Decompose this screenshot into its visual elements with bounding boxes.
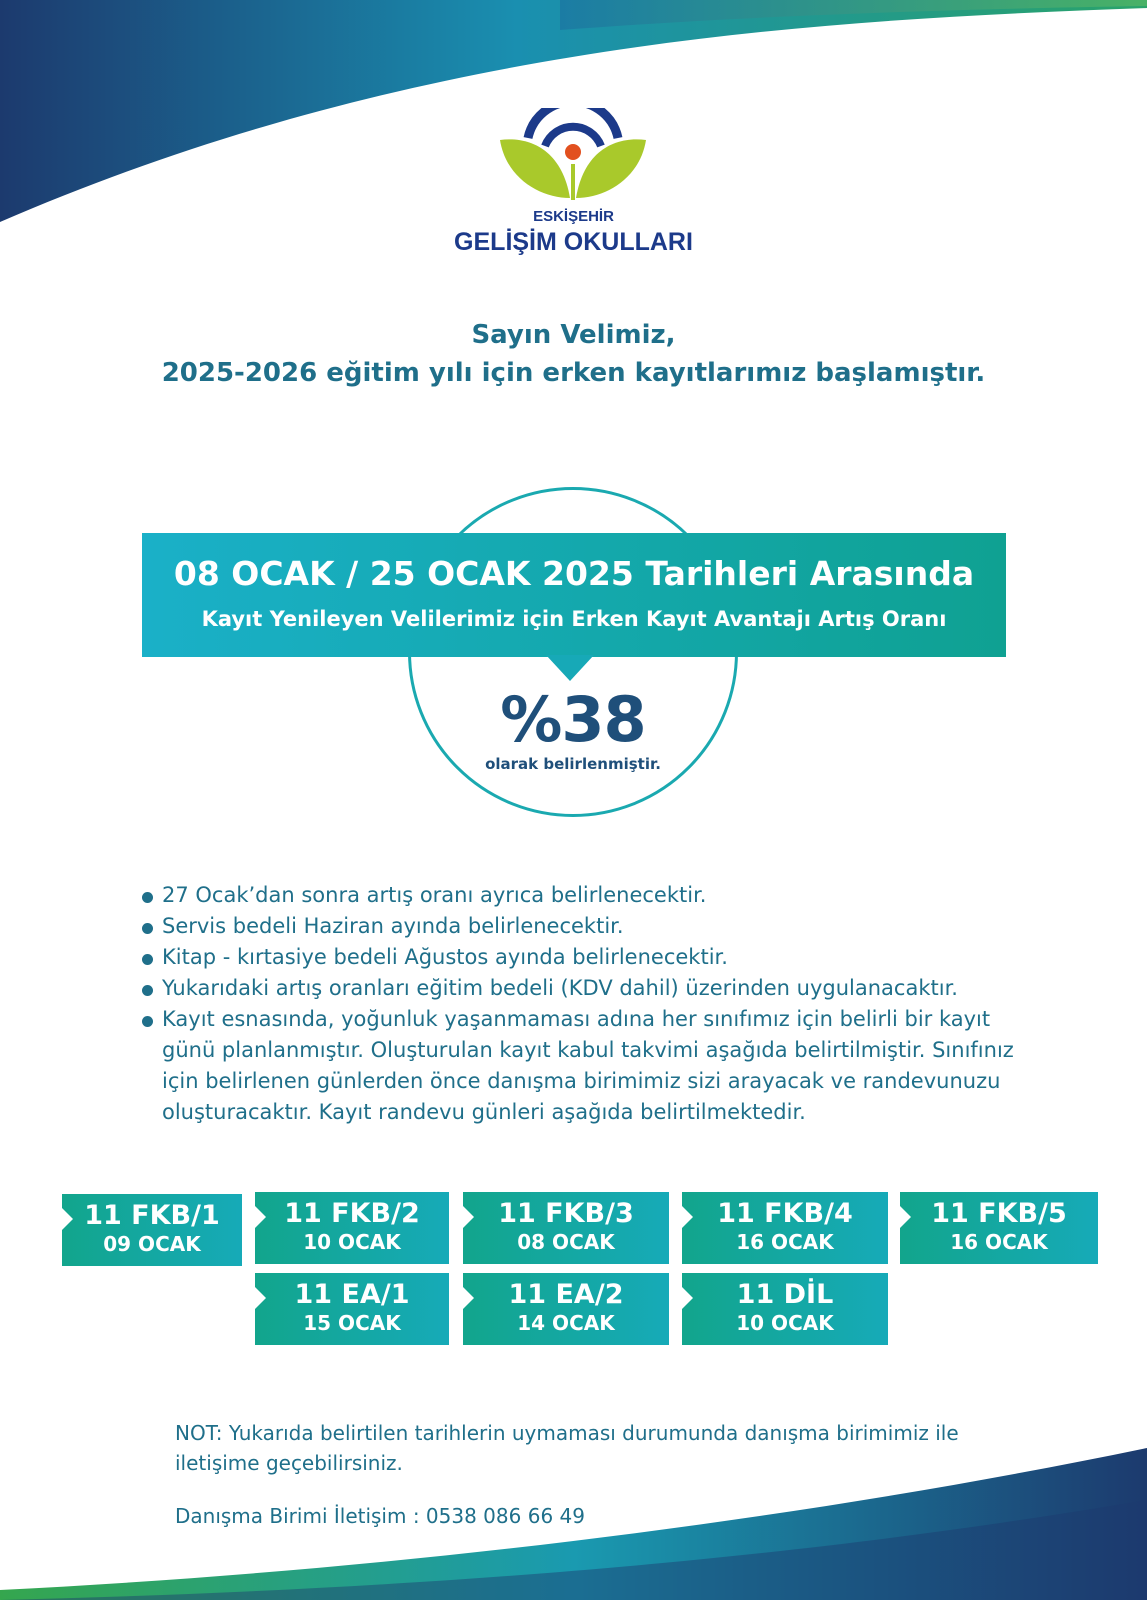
logo-school-name: GELİŞİM OKULLARI xyxy=(454,228,693,256)
class-code: 11 FKB/1 xyxy=(84,1200,220,1231)
school-logo xyxy=(0,108,1147,268)
bullet-item xyxy=(140,911,1040,942)
bullet-dot-icon xyxy=(142,954,153,965)
greeting-line-2: 2025-2026 eğitim yılı için erken kayıtlarımız başlamıştır. xyxy=(161,358,986,388)
bullet-dot-icon xyxy=(142,923,153,934)
arrow-notch-icon xyxy=(682,1206,693,1228)
class-code: 11 FKB/4 xyxy=(717,1198,853,1229)
rate-value: %38 xyxy=(500,683,646,756)
class-code: 11 EA/1 xyxy=(294,1279,410,1310)
class-tile xyxy=(682,1192,888,1264)
bullet-text: Kayıt esnasında, yoğunluk yaşanmaması adına her sınıfımız için belirli bir kayıt günü planlanmıştır. Oluşturulan kayıt kabul takvimi aşağıda belirtilmiştir. Sınıfınız için belirlenen günlerden önce danışma birimimiz sizi arayacak ve randevunuzu oluşturacaktır. Kayıt randevu günleri aşağıda belirtilmektedir. xyxy=(162,1007,1014,1124)
greeting-line-1: Sayın Velimiz, xyxy=(471,320,676,350)
class-tile xyxy=(463,1273,669,1345)
class-date: 15 OCAK xyxy=(303,1311,401,1335)
leaf-signal-icon xyxy=(500,108,647,208)
bullet-item xyxy=(140,973,1040,1004)
info-bullet-list xyxy=(140,880,1040,1128)
class-tile xyxy=(255,1273,449,1345)
contact-info: Danışma Birimi İletişim : 0538 086 66 49 xyxy=(175,1504,585,1528)
class-code: 11 DİL xyxy=(736,1279,834,1310)
class-date: 09 OCAK xyxy=(103,1232,201,1256)
arrow-notch-icon xyxy=(255,1287,266,1309)
class-tile xyxy=(900,1192,1098,1264)
arrow-notch-icon xyxy=(62,1208,73,1230)
footer-note: NOT: Yukarıda belirtilen tarihlerin uymaması durumunda danışma birimimiz ile iletişime geçebilirsiniz. xyxy=(175,1421,959,1475)
arrow-notch-icon xyxy=(682,1287,693,1309)
bullet-item xyxy=(140,880,1040,911)
class-code: 11 EA/2 xyxy=(508,1279,624,1310)
arrow-notch-icon xyxy=(463,1287,474,1309)
class-code: 11 FKB/2 xyxy=(284,1198,420,1229)
rate-caption: olarak belirlenmiştir. xyxy=(485,755,661,773)
class-date: 16 OCAK xyxy=(736,1230,834,1254)
class-date: 10 OCAK xyxy=(736,1311,834,1335)
class-date: 14 OCAK xyxy=(517,1311,615,1335)
arrow-notch-icon xyxy=(463,1206,474,1228)
class-date: 08 OCAK xyxy=(517,1230,615,1254)
class-tile xyxy=(255,1192,449,1264)
arrow-notch-icon xyxy=(255,1206,266,1228)
bullet-dot-icon xyxy=(142,985,153,996)
class-code: 11 FKB/5 xyxy=(931,1198,1067,1229)
banner-subtitle: Kayıt Yenileyen Velilerimiz için Erken Kayıt Avantajı Artış Oranı xyxy=(201,607,947,631)
bullet-text: Kitap - kırtasiye bedeli Ağustos ayında belirlenecektir. xyxy=(162,945,728,969)
bullet-item xyxy=(140,1004,1040,1128)
banner-date-range: 08 OCAK / 25 OCAK 2025 Tarihleri Arasında xyxy=(173,554,975,593)
bullet-text: Servis bedeli Haziran ayında belirlenecektir. xyxy=(162,914,624,938)
date-banner xyxy=(142,533,1006,657)
bullet-text: 27 Ocak’dan sonra artış oranı ayrıca belirlenecektir. xyxy=(162,883,707,907)
class-tile xyxy=(463,1192,669,1264)
class-date: 10 OCAK xyxy=(303,1230,401,1254)
arrow-notch-icon xyxy=(900,1206,911,1228)
logo-city: ESKİŞEHİR xyxy=(533,208,614,225)
bullet-text: Yukarıdaki artış oranları eğitim bedeli (KDV dahil) üzerinden uygulanacaktır. xyxy=(162,976,958,1000)
bullet-dot-icon xyxy=(142,892,153,903)
bullet-item xyxy=(140,942,1040,973)
banner-pointer xyxy=(546,655,594,681)
class-date: 16 OCAK xyxy=(950,1230,1048,1254)
class-tile xyxy=(62,1194,242,1266)
class-tile xyxy=(682,1273,888,1345)
class-code: 11 FKB/3 xyxy=(498,1198,634,1229)
bullet-dot-icon xyxy=(142,1016,153,1027)
